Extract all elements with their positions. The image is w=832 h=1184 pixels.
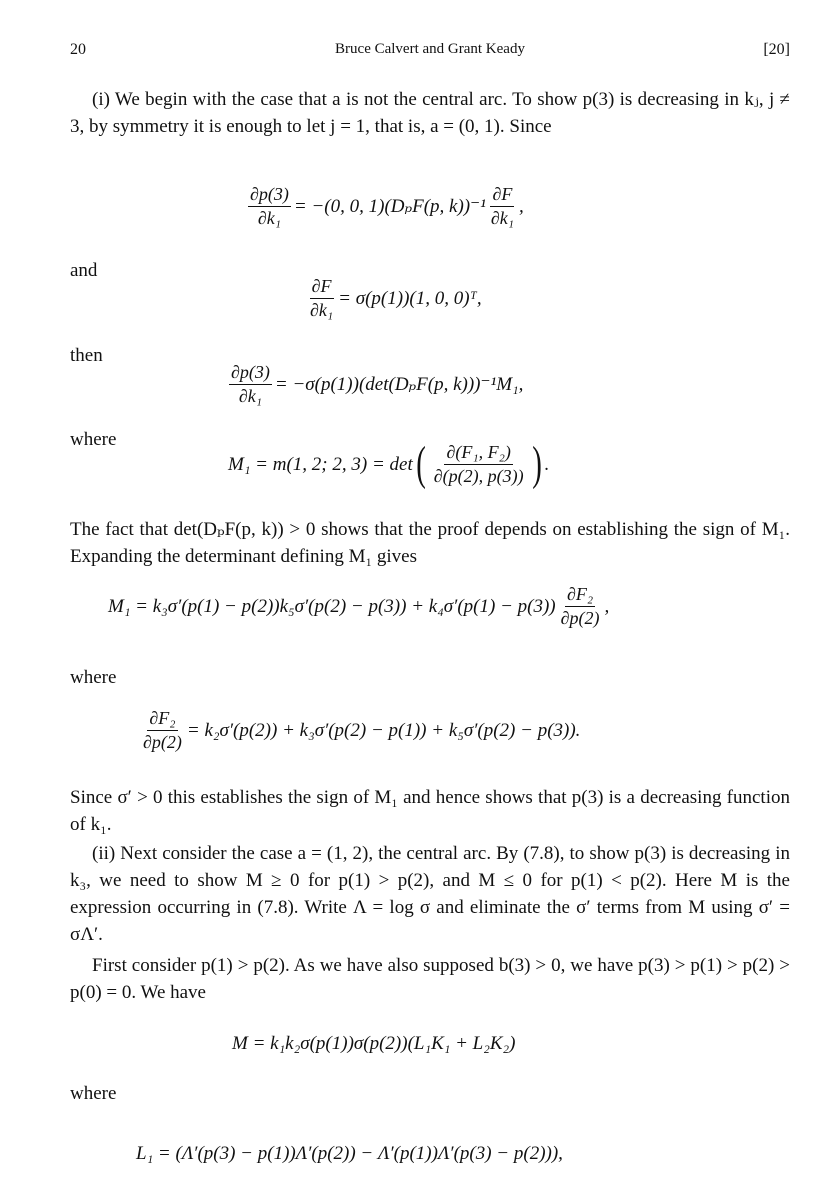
page-header (70, 36, 790, 62)
equation-M-product: M = k₁k₂σ(p(1))σ(p(2))(L₁K₁ + L₂K₂) (232, 1033, 516, 1054)
equation-dp3-dk1: $\frac{\partial p(3)}{\text{∂k₁}}$ = −(0, 0, 1)(DₚF(p, k))⁻¹ $\frac{\partial F}{\text{∂k₁}}$ , (250, 184, 524, 228)
equation-L1: L₁ = (Λ′(p(3) − p(1))Λ′(p(2)) − Λ′(p(1))Λ′(p(3) − p(2))), (136, 1143, 563, 1164)
label-then: then (70, 345, 103, 366)
paragraph-determinant: The fact that det(DₚF(p, k)) > 0 shows that the proof depends on establishing the sign of M₁. Expanding the determinant defining M₁ gives (70, 519, 790, 567)
page-number: 20 (70, 41, 86, 58)
equation-M1-expansion: M₁ = k₃σ′(p(1) − p(2))k₅σ′(p(2) − p(3)) + k₄σ′(p(1) − p(3)) $\frac{\text{∂F₂}}{\partial p(2)}$ , (108, 584, 610, 628)
right-paren: ) (531, 437, 542, 490)
paragraph-case-ii: (ii) Next consider the case a = (1, 2), the central arc. By (7.8), to show p(3) is decreasing in k₃, we need to show M ≥ 0 for p(1) > p(2), and M ≤ 0 for p(1) < p(2). Here M is the expression occurring in (7.8). Write Λ = log σ and eliminate the σ′ terms from M using σ′ = σΛ′. (70, 843, 790, 945)
label-where-2: where (70, 667, 117, 688)
equation-dp3-dk1-det: $\frac{\partial p(3)}{\text{∂k₁}}$ = −σ(p(1))(det(DₚF(p, k)))⁻¹M₁, (231, 362, 524, 406)
left-paren: ( (415, 437, 426, 490)
paragraph-first-consider: First consider p(1) > p(2). As we have also supposed b(3) > 0, we have p(3) > p(1) > p(2) > p(0) = 0. We have (70, 955, 790, 1003)
equation-dF2-dp2: $\frac{\text{∂F₂}}{\partial p(2)}$ = k₂σ′(p(2)) + k₃σ′(p(2) − p(1)) + k₅σ′(p(2) − p(3)). (143, 708, 581, 752)
equation-dF-dk1: $\frac{\partial F}{\text{∂k₁}}$ = σ(p(1))(1, 0, 0)ᵀ, (310, 276, 482, 320)
label-where-1: where (70, 429, 117, 450)
section-reference: [20] (763, 41, 790, 58)
fraction-dp3-dk1: $\frac{\partial p(3)}{\text{∂k₁}}$ (250, 184, 289, 228)
fraction-dF-dk1: $\frac{\partial F}{\text{∂k₁}}$ (490, 184, 514, 228)
label-where-3: where (70, 1083, 117, 1104)
paragraph-case-i: (i) We begin with the case that a is not the central arc. To show p(3) is decreasing in kⱼ, j ≠ 3, by symmetry it is enough to let j = 1, that is, a = (0, 1). Since (70, 89, 790, 137)
equation-M1-definition: M₁ = m(1, 2; 2, 3) = det ( $\frac{\text{∂(F₁, F₂)}}{\partial(p(2), p(3))}$ ) . (228, 437, 550, 490)
paragraph-sign-conclusion: Since σ′ > 0 this establishes the sign of M₁ and hence shows that p(3) is a decreasing function of k₁. (70, 787, 790, 835)
label-and: and (70, 260, 98, 281)
running-title: Bruce Calvert and Grant Keady (335, 41, 525, 57)
